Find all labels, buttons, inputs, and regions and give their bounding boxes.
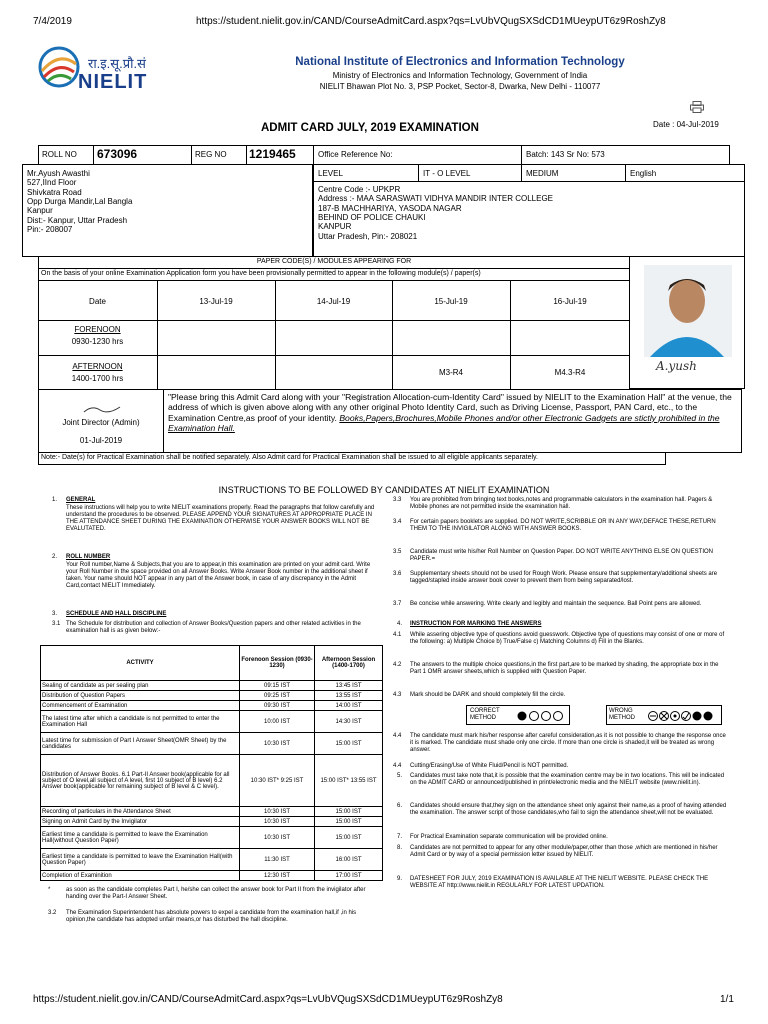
paper-date: 14-Jul-19: [316, 297, 351, 306]
admit-notice: [168, 392, 734, 433]
general-text: These instructions will help you to write NIELIT examinations properly. Read the paragraphs that follow carefully and understand the procedures to be observed. PLEASE APPEND YOUR SIGNATURES AT APPROPRIATE PLACE IN THE ATTENDANCE SHEET DURING THE EXAMINATION OTHERWISE YOUR ANSWER BOOKS WILL NOT BE EVALUTATED.: [66, 505, 375, 533]
instruction-7: For Practical Examination separate communication will be provided online.: [410, 834, 608, 840]
schedule-heading: SCHEDULE AND HALL DISCIPLINE: [66, 611, 167, 617]
afternoon-label: AFTERNOON: [72, 362, 123, 371]
afternoon-code: M4.3-R4: [554, 368, 586, 377]
level-label: LEVEL: [318, 169, 343, 178]
admit-notice-text: "Please bring this Admit Card along with your "Registration Allocation-cum-Identity Card" issued by NIELIT to the Examination Hall" at the venue, the address of which is given above along with any other original Photo Identity Card, such as Driving License, Passport, PAN Card, etc., to the Examination Centre,as proof of your identity.: [168, 392, 732, 423]
afternoon-code: M3-R4: [438, 368, 463, 377]
roll-heading: ROLL NUMBER: [66, 554, 111, 560]
candidate-address-line: Mr.Ayush Awasthi: [27, 169, 90, 178]
reg-label: REG NO: [195, 150, 227, 159]
marking-heading: INSTRUCTION FOR MARKING THE ANSWERS: [410, 621, 542, 627]
correct-method-label: CORRECT METHOD: [470, 708, 500, 722]
candidate-signature: A.yush: [656, 359, 697, 373]
centre-address-line: Centre Code :- UPKPR: [318, 185, 401, 194]
logo-text: NIELIT: [78, 71, 148, 93]
photo-frame: [629, 256, 745, 389]
centre-address-line: Uttar Pradesh, Pin:- 208021: [318, 231, 418, 241]
table-header: Forenoon Session (0930-1230): [240, 646, 315, 681]
marking-42: The answers to the multiple choice questions,in the first part,are to be marked by shading, the appropriate box in the Part 1 OMR answer sheets,which is supplied with Question Paper.: [410, 662, 719, 676]
table-row: Latest time for submission of Part I Answer Sheet(OMR Sheet) by the candidates 10:30 IST 15:00 IST: [41, 733, 383, 755]
correct-method-bubbles-icon: [516, 709, 568, 727]
practical-note: Note:- Date(s) for Practical Examination shall be notified separately. Also Admit card for Practical Examination shall be issued to all eligible applicants separately.: [41, 454, 538, 461]
schedule-33: You are prohibited from bringing text books,notes and programmable calculators in the examination hall. Pagers & Mobile phones are not permitted inside the examination hall.: [410, 497, 713, 511]
candidate-address-line: Pin:- 208007: [27, 225, 73, 235]
afternoon-time: 1400-1700 hrs: [71, 374, 124, 383]
table-row: Commencement of Examination 09:30 IST 14:00 IST: [41, 701, 383, 711]
wrong-method-label: WRONG METHOD: [609, 708, 635, 722]
joint-director-label: Joint Director (Admin): [62, 418, 140, 427]
marking-44b: Cutting/Erasing/Use of White Fluid/Pencil is NOT permitted.: [410, 763, 569, 769]
paper-date: 13-Jul-19: [199, 297, 233, 306]
print-page-count: 1/1: [720, 994, 734, 1005]
wrong-method-bubbles-icon: [647, 709, 719, 727]
table-row: Earliest time a candidate is permitted to leave the Examination Hall(without Question Paper) 10:30 IST 15:00 IST: [41, 827, 383, 849]
instruction-6: Candidates should ensure that,they sign on the attendance sheet only against their name,as a proof of having attended the examination. The answer script of those candidates,who fail to sign the attendance sheet,will not be evaluated.: [410, 803, 727, 817]
marking-41: While assering objective type of questions avoid guesswork. Objective type of questions may consist of one or more of the following: a) Multiple Choice b) True/False c) Matching Columns d) Fill in the Blanks.: [410, 632, 725, 646]
medium-value: English: [630, 169, 657, 178]
instruction-9: DATESHEET FOR JULY, 2019 EXAMINATION IS AVAILABLE AT THE NIELIT WEBSITE. PLEASE CHECK THE WEBSITE AT http://www.nielit.in REGULARLY FOR LATEST UPDATION.: [410, 876, 709, 890]
table-row: The latest time after which a candidate is not permitted to enter the Examination Hall 10:00 IST 14:30 IST: [41, 711, 383, 733]
roll-label: ROLL NO: [42, 150, 77, 159]
paper-date: 15-Jul-19: [434, 297, 468, 306]
centre-address-line: Address :- MAA SARASWATI VIDHYA MANDIR INTER COLLEGE: [318, 194, 554, 204]
table-row: Sealing of candidate as per sealing plan 09:15 IST 13:45 IST: [41, 681, 383, 691]
schedule-table: [40, 645, 383, 881]
schedule-35: Candidate must write his/her Roll Number on Question Paper. DO NOT WRITE ANYTHING ELSE ON QUESTION PAPER.=: [410, 549, 713, 563]
ministry: Ministry of Electronics and Information Technology, Government of India: [332, 71, 588, 80]
table-row: Completion of Examinition 12:30 IST 17:00 IST: [41, 871, 383, 881]
admit-notice-prohibited: Books,Papers,Brochures,Mobile Phones and/or other Electronic Gadgets are stictly prohibited in the Examination Hall.: [168, 412, 720, 433]
printer-icon[interactable]: [690, 100, 704, 112]
schedule-31: The Schedule for distribution and collection of Answer Books/Question papers and other related activities in the examination hall is as given below:-: [66, 621, 361, 635]
candidate-address-line: Dist:- Kanpur, Uttar Pradesh: [27, 215, 128, 225]
table-row: Distribution of Question Papers 09:25 IST 13:55 IST: [41, 691, 383, 701]
centre-address-line: BEHIND OF POLICE CHAUKI: [318, 213, 426, 223]
marking-43: Mark should be DARK and should completely fill the circle.: [410, 692, 566, 698]
paper-date: 16-Jul-19: [553, 297, 587, 306]
marking-44: The candidate must mark his/her response after careful consideration,as it is not possible to change the response once it is marked. The candidate must shade only one circle. If more than one circle is shaded,it will be treated as wrong answer.: [410, 733, 726, 754]
forenoon-label: FORENOON: [74, 325, 121, 334]
instruction-5: Candidates must take note that,it is possible that the examination centre may be in two locations. This will be indicated on the ADMIT CARD or announced/published in print/electronic media and the NIELIT website (www.nielit.in).: [410, 773, 725, 787]
table-row: Earliest time a candidate is permitted to leave the Examination Hall(with Question Paper) 11:30 IST 16:00 IST: [41, 849, 383, 871]
table-row: Recording of particulars in the Attendance Sheet 10:30 IST 15:00 IST: [41, 807, 383, 817]
general-heading: GENERAL: [66, 497, 96, 503]
schedule-37: Be concise while answering. Write clearly and legibly and maintain the sequence. Ball Point pens are allowed.: [410, 601, 702, 607]
print-url-top[interactable]: https://student.nielit.gov.in/CAND/CourseAdmitCard.aspx?qs=LvUbVQugSXSdCD1MUeypUT6z9RoshZy8: [196, 16, 666, 27]
print-url-bottom[interactable]: https://student.nielit.gov.in/CAND/CourseAdmitCard.aspx?qs=LvUbVQugSXSdCD1MUeypUT6z9RoshZy8: [33, 994, 503, 1005]
level-value: IT - O LEVEL: [423, 169, 471, 178]
candidate-address-line: Kanpur: [27, 206, 53, 216]
director-signature-icon: [82, 402, 122, 414]
roll-value: 673096: [97, 147, 138, 161]
nielit-logo-icon: [38, 46, 80, 88]
papers-heading: PAPER CODE(S) / MODULES APPEARING FOR: [256, 258, 412, 265]
schedule-34: For certain papers booklets are supplied. DO NOT WRITE,SCRIBBLE OR IN ANY WAY,DEFACE THESE,RETURN THEM TO THE INVIGILATOR ALONG WITH ANSWER BOOKS.: [410, 519, 716, 533]
roll-text: Your Roll number,Name & Subjects,that you are to appear,in this examination are printed on your admit card. Write your Roll Number in the space provided on all Answer Books. Write Answer Book number in the additional sheet if taken. Your name should NOT appear in any part of the Answer book, in case of any discrepancy in the Admit Card,contact NIELIT Immediately.: [66, 562, 371, 590]
org-address: NIELIT Bhawan Plot No. 3, PSP Pocket, Sector-8, Dwarka, New Delhi - 110077: [319, 82, 601, 91]
doc-date: Date : 04-Jul-2019: [653, 120, 719, 129]
schedule-36: Supplementary sheets should not be used for Rough Work. Please ensure that supplementary/additional sheets are tagged/stapled inside answer book cover to prevent them from being separated/lost.: [410, 571, 718, 585]
joint-director-date: 01-Jul-2019: [79, 436, 123, 445]
star-note: as soon as the candidate completes Part I, he/she can collect the answer book for Part II from the invigilator after handing over the Part-I Answer Sheet.: [66, 887, 366, 901]
print-date: 7/4/2019: [33, 16, 72, 27]
table-row: Signing on Admit Card by the Invigilator 10:30 IST 15:00 IST: [41, 817, 383, 827]
medium-label: MEDIUM: [526, 169, 559, 178]
candidate-address-line: Shivkatra Road: [27, 187, 82, 197]
table-row: Distribution of Answer Books. 6.1 Part-II Answer book(applicable for all subject of O level,all subject of A level, first 10 subject of B level) 6.2 Answer book(applicable for remaining subject of B level & C level). 10:30 IST* 9:25 IST 15:00 IST* 13:55 IST: [41, 755, 383, 807]
table-header: Afternoon Session (1400-1700): [315, 646, 383, 681]
page-title: ADMIT CARD JULY, 2019 EXAMINATION: [261, 122, 479, 134]
reg-value: 1219465: [249, 147, 296, 161]
schedule-32: The Examination Superintendent has absolute powers to expel a candidate from the examination hall,if ,in his opinion,the candidate has adopted unfair means,or has disturbed the hall discipline.: [66, 910, 357, 924]
org-name: National Institute of Electronics and Information Technology: [295, 56, 625, 68]
candidate-address-line: Opp Durga Mandir,Lal Bangla: [27, 197, 133, 207]
instruction-8: Candidates are not permitted to appear for any other module/paper,other than those ,which are mentioned in his/her Admit Card or by way of a special permission letter issued by NIELIT.: [410, 845, 718, 859]
batch: Batch: 143 Sr No: 573: [526, 150, 605, 159]
candidate-address: [27, 169, 132, 235]
table-header: ACTIVITY: [41, 646, 240, 681]
forenoon-time: 0930-1230 hrs: [71, 337, 124, 346]
papers-subheading: On the basis of your online Examination Application form you have been provisionally permitted to appear in the following module(s) / paper(s): [41, 270, 481, 277]
logo-hindi: रा.इ.सू.प्रौ.सं: [88, 56, 146, 71]
centre-address-line: KANPUR: [318, 222, 352, 232]
office-ref: Office Reference No:: [318, 150, 393, 159]
date-label: Date: [89, 297, 106, 306]
centre-address-line: 187-B MACHHARIYA, YASODA NAGAR: [318, 203, 462, 213]
candidate-address-line: 527,IInd Floor: [27, 178, 77, 188]
instructions-title: INSTRUCTIONS TO BE FOLLOWED BY CANDIDATES AT NIELIT EXAMINATION: [218, 485, 550, 495]
centre-address: [318, 185, 553, 241]
